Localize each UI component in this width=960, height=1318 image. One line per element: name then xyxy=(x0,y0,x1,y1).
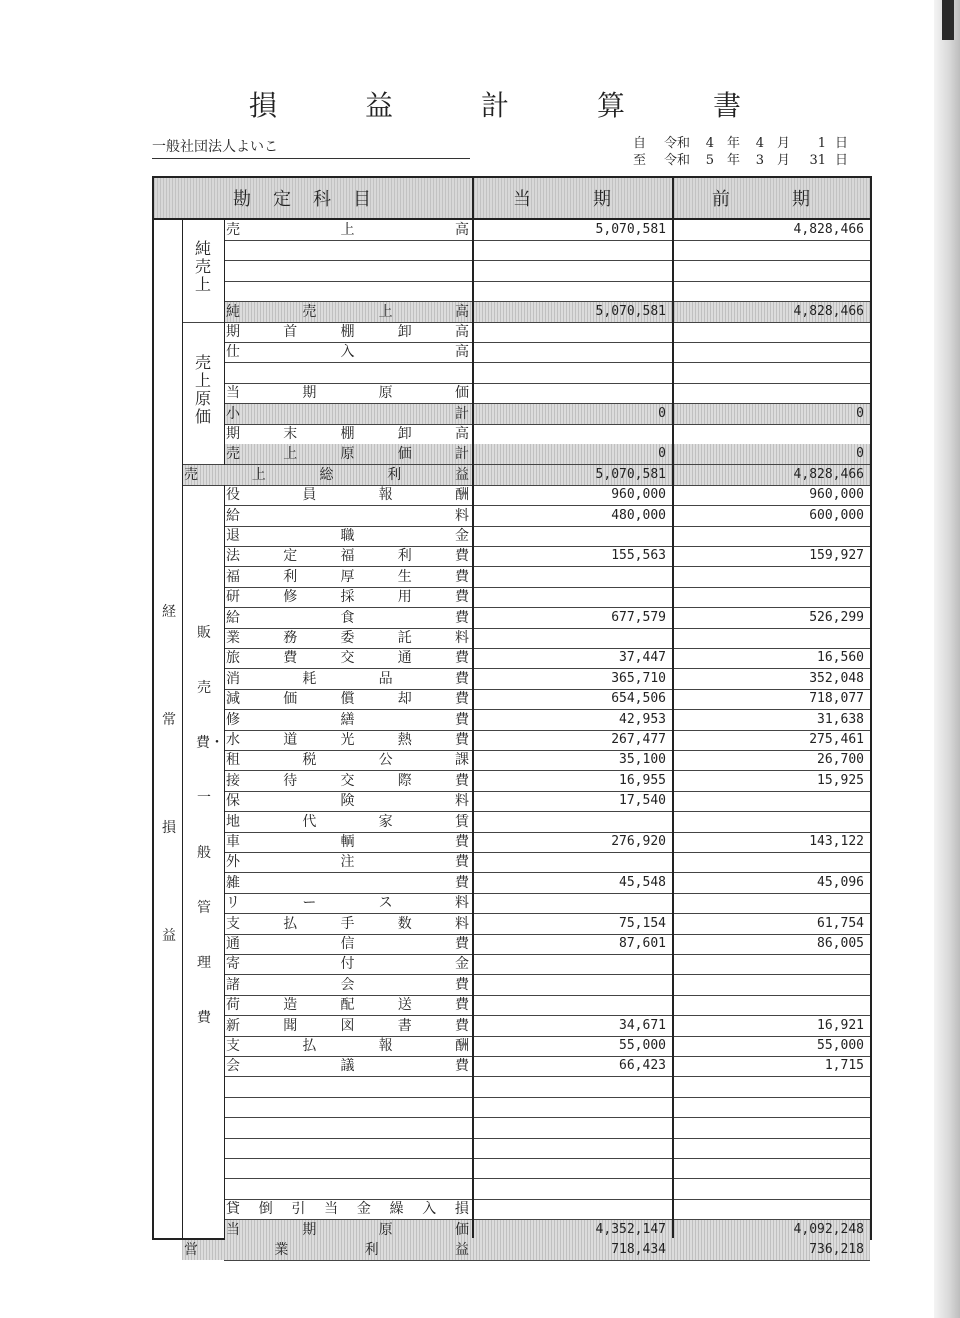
previous-amount: 16,560 xyxy=(817,650,864,666)
previous-amount xyxy=(674,240,870,260)
account-name xyxy=(224,240,472,260)
account-name: 減 価 償 却 費 xyxy=(226,691,469,708)
current-amount: 654,506 xyxy=(611,691,666,707)
account-name: 小 計 xyxy=(226,405,469,422)
column-divider xyxy=(672,178,674,1238)
previous-amount xyxy=(674,567,870,587)
account-name xyxy=(224,261,472,281)
current-amount xyxy=(474,342,672,362)
current-amount xyxy=(474,852,672,872)
current-amount: 5,070,581 xyxy=(595,466,666,482)
previous-amount xyxy=(674,1097,870,1117)
account-name: 接 待 交 際 費 xyxy=(226,772,469,789)
current-amount: 365,710 xyxy=(611,670,666,686)
current-amount: 55,000 xyxy=(619,1038,666,1053)
current-amount xyxy=(474,261,672,281)
current-amount: 960,000 xyxy=(611,487,666,503)
previous-amount xyxy=(674,852,870,872)
current-amount xyxy=(474,383,672,403)
current-amount: 480,000 xyxy=(611,507,666,523)
current-amount xyxy=(474,628,672,648)
current-amount: 155,563 xyxy=(611,548,666,564)
account-name: 給 食 費 xyxy=(226,609,469,626)
period-from: 自 令和 4 年 4 月 1 日 xyxy=(632,136,848,151)
current-amount: 42,953 xyxy=(619,711,666,727)
current-amount xyxy=(474,1179,672,1199)
current-amount: 37,447 xyxy=(619,650,666,666)
category-sga: 販売費・一般管理費 xyxy=(196,625,224,1026)
previous-amount: 26,700 xyxy=(817,752,864,768)
account-name: 福 利 厚 生 費 xyxy=(226,568,469,585)
column-divider xyxy=(472,178,474,1238)
previous-amount xyxy=(674,1077,870,1097)
current-amount: 718,434 xyxy=(611,1242,666,1257)
account-name: 当 期 原 価 xyxy=(226,385,469,402)
previous-amount: 4,828,466 xyxy=(793,222,864,237)
previous-amount: 159,927 xyxy=(809,548,864,564)
account-name xyxy=(224,1158,472,1178)
scan-mark xyxy=(942,0,954,40)
account-name xyxy=(224,1138,472,1158)
current-amount xyxy=(474,567,672,587)
current-amount: 87,601 xyxy=(619,936,666,951)
current-amount: 5,070,581 xyxy=(595,222,666,237)
current-amount xyxy=(474,281,672,301)
previous-amount: 352,048 xyxy=(809,670,864,686)
account-name: 支 払 手 数 料 xyxy=(226,915,469,932)
current-amount xyxy=(474,363,672,383)
previous-amount: 275,461 xyxy=(809,732,864,747)
account-name: 通 信 費 xyxy=(226,936,469,952)
column-divider xyxy=(224,485,225,1240)
account-name: 業 務 委 託 料 xyxy=(226,630,469,646)
previous-amount: 86,005 xyxy=(817,936,864,951)
previous-amount xyxy=(674,628,870,648)
account-name xyxy=(224,363,472,383)
account-name: 修 繕 費 xyxy=(226,711,469,728)
account-name: 期 末 棚 卸 高 xyxy=(226,426,469,442)
previous-amount xyxy=(674,975,870,995)
account-name: 会 議 費 xyxy=(226,1058,469,1075)
organization-name: 一般社団法人よいこ xyxy=(152,136,470,159)
previous-amount xyxy=(674,1199,870,1219)
previous-amount xyxy=(674,363,870,383)
current-amount: 267,477 xyxy=(611,732,666,747)
account-name: 租 税 公 課 xyxy=(226,752,469,769)
header-current: 当 期 xyxy=(474,178,672,220)
previous-amount xyxy=(674,954,870,974)
current-amount: 4,352,147 xyxy=(595,1221,666,1237)
category-cost-of-sales: 売上原価 xyxy=(194,353,211,426)
account-name: リ ー ス 料 xyxy=(226,895,469,912)
previous-amount: 736,218 xyxy=(809,1242,864,1257)
previous-amount: 16,921 xyxy=(817,1017,864,1033)
current-amount: 677,579 xyxy=(611,609,666,625)
category-ordinary: 経常損益 xyxy=(162,604,176,944)
previous-amount xyxy=(674,1138,870,1158)
account-name xyxy=(224,1118,472,1138)
previous-amount: 31,638 xyxy=(817,711,864,727)
current-amount xyxy=(474,1138,672,1158)
account-name: 新 聞 図 書 費 xyxy=(226,1017,469,1034)
previous-amount: 718,077 xyxy=(809,691,864,707)
row-divider xyxy=(224,1260,870,1261)
previous-amount: 45,096 xyxy=(817,874,864,890)
current-amount: 66,423 xyxy=(619,1058,666,1074)
account-name: 外 注 費 xyxy=(226,854,469,871)
current-amount: 35,100 xyxy=(619,752,666,768)
account-name: 研 修 採 用 費 xyxy=(226,589,469,606)
account-name: 退 職 金 xyxy=(226,528,469,544)
account-name xyxy=(224,281,472,301)
previous-amount xyxy=(674,1118,870,1138)
current-amount xyxy=(474,1199,672,1219)
account-name: 保 険 料 xyxy=(226,793,469,810)
previous-amount xyxy=(674,893,870,913)
previous-amount xyxy=(674,587,870,607)
account-name: 貸 倒 引 当 金 繰 入 損 xyxy=(226,1201,469,1218)
account-name: 給 料 xyxy=(226,507,469,524)
period-to: 至 令和 5 年 3 月 31 日 xyxy=(632,153,848,168)
account-name: 寄 付 金 xyxy=(226,956,469,973)
previous-amount: 143,122 xyxy=(809,834,864,849)
account-name: 雑 費 xyxy=(226,874,469,891)
previous-amount: 960,000 xyxy=(809,487,864,503)
previous-amount: 1,715 xyxy=(824,1058,864,1074)
previous-amount xyxy=(674,322,870,342)
header-account: 勘定科目 xyxy=(154,178,472,220)
account-name: 当 期 原 価 xyxy=(226,1221,469,1238)
previous-amount: 526,299 xyxy=(809,609,864,625)
previous-amount xyxy=(674,526,870,546)
previous-amount xyxy=(674,261,870,281)
current-amount xyxy=(474,893,672,913)
account-name: 旅 費 交 通 費 xyxy=(226,650,469,667)
account-name xyxy=(224,1179,472,1199)
previous-amount xyxy=(674,1179,870,1199)
account-name: 水 道 光 熱 費 xyxy=(226,732,469,748)
previous-amount: 0 xyxy=(856,446,864,462)
previous-amount: 4,828,466 xyxy=(793,466,864,482)
current-amount: 17,540 xyxy=(619,793,666,809)
account-name: 諸 会 費 xyxy=(226,976,469,993)
previous-amount xyxy=(674,791,870,811)
account-name: 純 売 上 高 xyxy=(226,303,469,320)
current-amount xyxy=(474,240,672,260)
previous-amount: 15,925 xyxy=(817,772,864,788)
previous-amount xyxy=(674,1158,870,1178)
current-amount: 16,955 xyxy=(619,772,666,788)
account-name: 車 輌 費 xyxy=(226,834,469,850)
previous-amount: 61,754 xyxy=(817,915,864,931)
account-name: 地 代 家 賃 xyxy=(226,813,469,830)
column-divider xyxy=(182,220,183,1240)
account-name: 役 員 報 酬 xyxy=(226,487,469,504)
current-amount xyxy=(474,526,672,546)
account-name: 売 上 総 利 益 xyxy=(184,466,469,483)
scan-page-edge xyxy=(934,0,960,1318)
account-name xyxy=(224,1097,472,1117)
previous-amount xyxy=(674,281,870,301)
previous-amount xyxy=(674,342,870,362)
current-amount xyxy=(474,995,672,1015)
column-divider xyxy=(224,220,225,465)
current-amount: 0 xyxy=(658,405,666,421)
current-amount: 276,920 xyxy=(611,834,666,849)
previous-amount xyxy=(674,995,870,1015)
current-amount: 45,548 xyxy=(619,874,666,890)
current-amount xyxy=(474,1077,672,1097)
previous-amount: 55,000 xyxy=(817,1038,864,1053)
current-amount xyxy=(474,954,672,974)
account-name: 消 耗 品 費 xyxy=(226,670,469,687)
previous-amount xyxy=(674,812,870,832)
current-amount: 34,671 xyxy=(619,1017,666,1033)
account-name: 売 上 原 価 計 xyxy=(226,446,469,463)
current-amount: 0 xyxy=(658,446,666,462)
previous-amount xyxy=(674,424,870,444)
account-name: 期 首 棚 卸 高 xyxy=(226,324,469,340)
current-amount xyxy=(474,1097,672,1117)
current-amount xyxy=(474,975,672,995)
previous-amount xyxy=(674,383,870,403)
previous-amount: 600,000 xyxy=(809,507,864,523)
account-name: 仕 入 高 xyxy=(226,344,469,361)
account-name: 荷 造 配 送 費 xyxy=(226,997,469,1014)
account-name: 法 定 福 利 費 xyxy=(226,548,469,565)
account-name xyxy=(224,1077,472,1097)
fiscal-period xyxy=(630,135,848,169)
current-amount: 75,154 xyxy=(619,915,666,931)
current-amount xyxy=(474,812,672,832)
category-net-sales: 純売上 xyxy=(194,239,211,294)
account-name: 営 業 利 益 xyxy=(184,1242,469,1258)
previous-amount: 4,828,466 xyxy=(793,303,864,319)
account-name: 売 上 高 xyxy=(226,222,469,238)
current-amount xyxy=(474,322,672,342)
previous-amount: 0 xyxy=(856,405,864,421)
income-statement-table xyxy=(152,176,872,1258)
current-amount: 5,070,581 xyxy=(595,303,666,319)
current-amount xyxy=(474,424,672,444)
current-amount xyxy=(474,1158,672,1178)
header-previous: 前 期 xyxy=(674,178,870,220)
previous-amount: 4,092,248 xyxy=(793,1221,864,1237)
current-amount xyxy=(474,587,672,607)
document-title: 損 益 計 算 書 xyxy=(248,89,771,122)
current-amount xyxy=(474,1118,672,1138)
account-name: 支 払 報 酬 xyxy=(226,1038,469,1054)
